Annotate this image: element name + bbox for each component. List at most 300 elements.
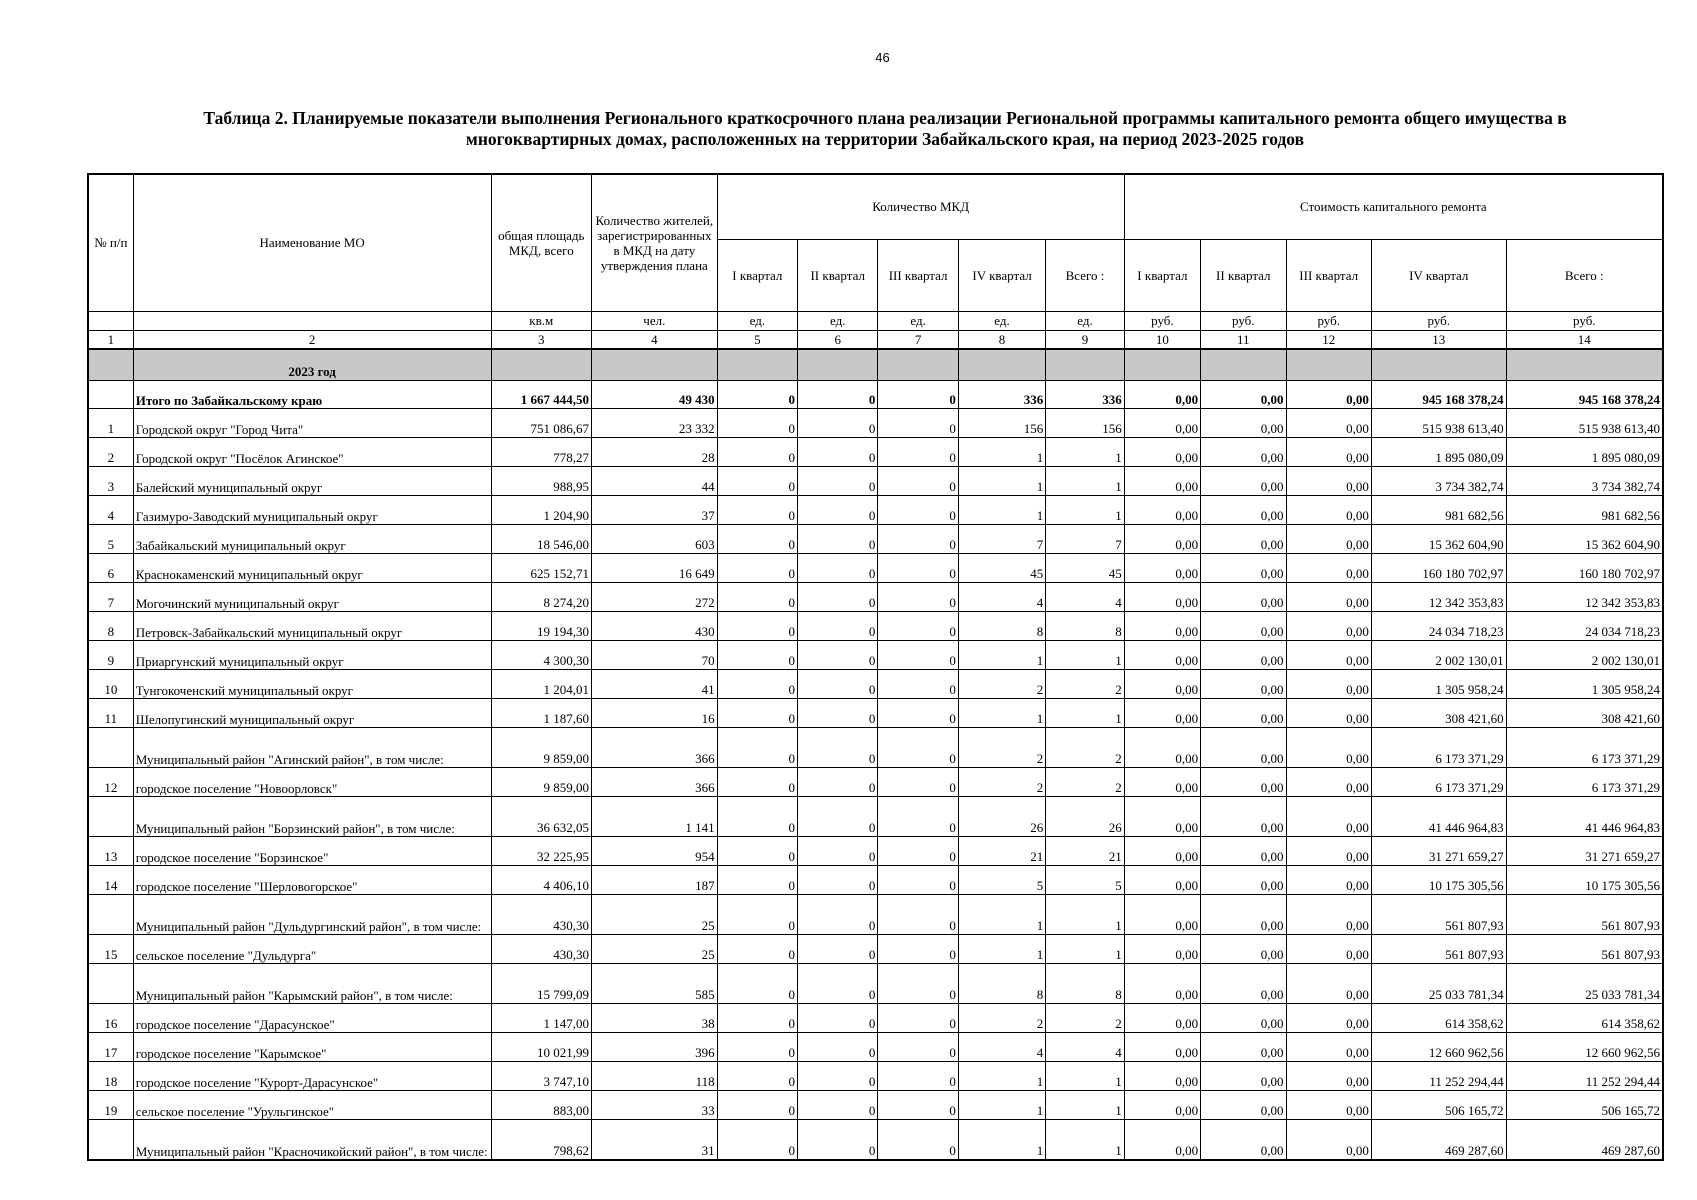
value-cell: 1: [958, 1090, 1045, 1119]
value-cell: 0: [798, 934, 878, 963]
row-number: 5: [88, 524, 133, 553]
mo-name: Муниципальный район "Агинский район", в том числе:: [133, 727, 491, 767]
value-cell: 0,00: [1124, 408, 1200, 437]
value-cell: 1: [1046, 1061, 1124, 1090]
value-cell: 41: [592, 669, 718, 698]
value-cell: 0,00: [1286, 495, 1371, 524]
value-cell: 41 446 964,83: [1506, 796, 1663, 836]
value-cell: 0,00: [1201, 408, 1286, 437]
table-title: Таблица 2. Планируемые показатели выполнения Регионального краткосрочного плана реализации Региональной программы капитального ремонта общего имущества в многоквартирных домах, расположенных на территории Забайкальского края, на период 2023-2025 годов: [203, 108, 1567, 149]
row-number: 8: [88, 611, 133, 640]
value-cell: 469 287,60: [1371, 1119, 1506, 1160]
header-mkd-q3: III квартал: [878, 239, 958, 311]
value-cell: 614 358,62: [1371, 1003, 1506, 1032]
table-row: [88, 796, 1663, 836]
table-row: [88, 836, 1663, 865]
value-cell: 0,00: [1124, 466, 1200, 495]
row-number: 10: [88, 669, 133, 698]
value-cell: 0: [717, 865, 797, 894]
value-cell: 1: [1046, 698, 1124, 727]
mo-name: Муниципальный район "Борзинский район", в том числе:: [133, 796, 491, 836]
value-cell: 1: [1046, 437, 1124, 466]
value-cell: 156: [1046, 408, 1124, 437]
value-cell: 0,00: [1286, 408, 1371, 437]
mo-name: Тунгокоченский муниципальный округ: [133, 669, 491, 698]
value-cell: 0: [798, 1119, 878, 1160]
value-cell: 0,00: [1201, 437, 1286, 466]
value-cell: 3 734 382,74: [1506, 466, 1663, 495]
value-cell: 1: [958, 1061, 1045, 1090]
value-cell: 4: [958, 1032, 1045, 1061]
value-cell: 430,30: [491, 934, 592, 963]
value-cell: 0: [878, 408, 958, 437]
value-cell: 0: [798, 437, 878, 466]
value-cell: 0,00: [1286, 553, 1371, 582]
value-cell: 0,00: [1286, 524, 1371, 553]
value-cell: 0,00: [1201, 698, 1286, 727]
value-cell: 5: [958, 865, 1045, 894]
value-cell: 2: [1046, 727, 1124, 767]
value-cell: 38: [592, 1003, 718, 1032]
mo-name: сельское поселение "Дульдурга": [133, 934, 491, 963]
value-cell: 308 421,60: [1506, 698, 1663, 727]
value-cell: 5: [1046, 865, 1124, 894]
value-cell: 0: [717, 796, 797, 836]
value-cell: 272: [592, 582, 718, 611]
mo-name: Муниципальный район "Карымский район", в том числе:: [133, 963, 491, 1003]
header-mkd-q2: II квартал: [798, 239, 878, 311]
value-cell: 156: [958, 408, 1045, 437]
table-row: [88, 894, 1663, 934]
col-number: 6: [798, 330, 878, 349]
row-number: 7: [88, 582, 133, 611]
value-cell: 0,00: [1124, 1119, 1200, 1160]
value-cell: 0,00: [1201, 963, 1286, 1003]
value-cell: 9 859,00: [491, 767, 592, 796]
mo-name: городское поселение "Борзинское": [133, 836, 491, 865]
value-cell: 4: [958, 582, 1045, 611]
value-cell: 11 252 294,44: [1371, 1061, 1506, 1090]
value-cell: 0: [717, 611, 797, 640]
value-cell: 0,00: [1124, 380, 1200, 408]
value-cell: 0: [717, 1003, 797, 1032]
mo-name: Городской округ "Город Чита": [133, 408, 491, 437]
value-cell: 0: [798, 553, 878, 582]
value-cell: 3 734 382,74: [1371, 466, 1506, 495]
value-cell: 0: [798, 767, 878, 796]
value-cell: 8: [1046, 611, 1124, 640]
value-cell: 0,00: [1201, 1003, 1286, 1032]
value-cell: 1: [1046, 894, 1124, 934]
mo-name: Балейский муниципальный округ: [133, 466, 491, 495]
value-cell: 8: [958, 611, 1045, 640]
value-cell: 0: [798, 495, 878, 524]
col-number: 7: [878, 330, 958, 349]
value-cell: 0: [798, 380, 878, 408]
value-cell: 0: [717, 553, 797, 582]
value-cell: 28: [592, 437, 718, 466]
value-cell: 0: [717, 437, 797, 466]
value-cell: 0: [717, 698, 797, 727]
mo-name: Могочинский муниципальный округ: [133, 582, 491, 611]
value-cell: 0,00: [1124, 934, 1200, 963]
total-row: [88, 380, 1663, 408]
value-cell: 561 807,93: [1506, 894, 1663, 934]
col-number: 11: [1201, 330, 1286, 349]
value-cell: 4: [1046, 1032, 1124, 1061]
header-mkd-total: Всего :: [1046, 239, 1124, 311]
value-cell: 45: [958, 553, 1045, 582]
value-cell: 0,00: [1286, 1032, 1371, 1061]
unit-cell: руб.: [1201, 311, 1286, 330]
value-cell: 0: [878, 865, 958, 894]
mo-name: Петровск-Забайкальский муниципальный округ: [133, 611, 491, 640]
value-cell: 0: [717, 495, 797, 524]
value-cell: 26: [1046, 796, 1124, 836]
value-cell: 49 430: [592, 380, 718, 408]
unit-cell: руб.: [1286, 311, 1371, 330]
value-cell: 0,00: [1286, 640, 1371, 669]
value-cell: 9 859,00: [491, 727, 592, 767]
value-cell: 31 271 659,27: [1371, 836, 1506, 865]
unit-cell: ед.: [798, 311, 878, 330]
col-number: 4: [592, 330, 718, 349]
mo-name: городское поселение "Карымское": [133, 1032, 491, 1061]
table-row: [88, 865, 1663, 894]
header-area: общая площадь МКД, всего: [491, 174, 592, 311]
col-number: 12: [1286, 330, 1371, 349]
value-cell: 0: [878, 698, 958, 727]
value-cell: 981 682,56: [1506, 495, 1663, 524]
value-cell: 883,00: [491, 1090, 592, 1119]
value-cell: 0: [878, 1119, 958, 1160]
mo-name: Краснокаменский муниципальный округ: [133, 553, 491, 582]
header-cost: Стоимость капитального ремонта: [1124, 174, 1663, 239]
value-cell: 1 895 080,09: [1506, 437, 1663, 466]
value-cell: 0,00: [1201, 1061, 1286, 1090]
header-cost-q4: IV квартал: [1371, 239, 1506, 311]
value-cell: 0,00: [1201, 669, 1286, 698]
value-cell: 0,00: [1286, 698, 1371, 727]
value-cell: 0,00: [1124, 796, 1200, 836]
value-cell: 6 173 371,29: [1371, 767, 1506, 796]
value-cell: 0,00: [1201, 524, 1286, 553]
value-cell: 1: [1046, 640, 1124, 669]
value-cell: 981 682,56: [1371, 495, 1506, 524]
units-row: [88, 311, 1663, 330]
value-cell: 10 175 305,56: [1506, 865, 1663, 894]
value-cell: 0: [798, 582, 878, 611]
value-cell: 0,00: [1286, 1119, 1371, 1160]
mo-name: Городской округ "Посёлок Агинское": [133, 437, 491, 466]
row-number: 16: [88, 1003, 133, 1032]
header-no: № п/п: [88, 174, 133, 311]
col-number: 5: [717, 330, 797, 349]
value-cell: 41 446 964,83: [1371, 796, 1506, 836]
value-cell: 0: [878, 1090, 958, 1119]
mo-name: городское поселение "Шерловогорское": [133, 865, 491, 894]
value-cell: 0: [798, 894, 878, 934]
unit-cell: руб.: [1371, 311, 1506, 330]
value-cell: 0,00: [1124, 865, 1200, 894]
row-number: [88, 894, 133, 934]
value-cell: 0: [717, 640, 797, 669]
mo-name: Шелопугинский муниципальный округ: [133, 698, 491, 727]
value-cell: 0: [878, 1003, 958, 1032]
value-cell: 0,00: [1124, 611, 1200, 640]
table-row: [88, 611, 1663, 640]
value-cell: 0,00: [1201, 611, 1286, 640]
value-cell: 0: [798, 1032, 878, 1061]
col-number: 1: [88, 330, 133, 349]
value-cell: 1: [1046, 934, 1124, 963]
value-cell: 4 406,10: [491, 865, 592, 894]
table-row: [88, 408, 1663, 437]
header-mkd-q4: IV квартал: [958, 239, 1045, 311]
value-cell: 0: [878, 669, 958, 698]
value-cell: 1 141: [592, 796, 718, 836]
value-cell: 625 152,71: [491, 553, 592, 582]
value-cell: 945 168 378,24: [1506, 380, 1663, 408]
value-cell: 0,00: [1201, 836, 1286, 865]
value-cell: 15 362 604,90: [1506, 524, 1663, 553]
value-cell: 0: [717, 524, 797, 553]
value-cell: 1: [1046, 495, 1124, 524]
mo-name: Муниципальный район "Красночикойский район", в том числе:: [133, 1119, 491, 1160]
value-cell: 0: [798, 1061, 878, 1090]
value-cell: 12 342 353,83: [1371, 582, 1506, 611]
value-cell: 366: [592, 767, 718, 796]
value-cell: 430: [592, 611, 718, 640]
value-cell: 3 747,10: [491, 1061, 592, 1090]
unit-cell: ед.: [878, 311, 958, 330]
table-row: [88, 437, 1663, 466]
value-cell: 561 807,93: [1371, 894, 1506, 934]
value-cell: 0: [878, 1061, 958, 1090]
value-cell: 0,00: [1201, 553, 1286, 582]
value-cell: 0,00: [1286, 836, 1371, 865]
row-number: [88, 796, 133, 836]
value-cell: 1: [1046, 1090, 1124, 1119]
col-number: 9: [1046, 330, 1124, 349]
value-cell: 8 274,20: [491, 582, 592, 611]
value-cell: 0,00: [1201, 934, 1286, 963]
value-cell: 1: [958, 495, 1045, 524]
value-cell: 10 021,99: [491, 1032, 592, 1061]
row-number: [88, 963, 133, 1003]
row-number: 2: [88, 437, 133, 466]
value-cell: 1 895 080,09: [1371, 437, 1506, 466]
value-cell: 0: [717, 727, 797, 767]
value-cell: 1: [958, 894, 1045, 934]
table-row: [88, 1003, 1663, 1032]
value-cell: 1 204,01: [491, 669, 592, 698]
col-number: 13: [1371, 330, 1506, 349]
value-cell: 945 168 378,24: [1371, 380, 1506, 408]
row-number: 15: [88, 934, 133, 963]
value-cell: 778,27: [491, 437, 592, 466]
value-cell: 31 271 659,27: [1506, 836, 1663, 865]
value-cell: 0: [798, 865, 878, 894]
value-cell: 2 002 130,01: [1371, 640, 1506, 669]
mo-name: городское поселение "Дарасунское": [133, 1003, 491, 1032]
value-cell: 2: [958, 669, 1045, 698]
unit-cell: чел.: [592, 311, 718, 330]
year-row: [88, 349, 1663, 381]
mo-name: сельское поселение "Урульгинское": [133, 1090, 491, 1119]
mo-name: Приаргунский муниципальный округ: [133, 640, 491, 669]
table-body: [88, 311, 1663, 1160]
value-cell: 798,62: [491, 1119, 592, 1160]
value-cell: 0: [878, 796, 958, 836]
value-cell: 0,00: [1124, 698, 1200, 727]
value-cell: 160 180 702,97: [1506, 553, 1663, 582]
value-cell: 0,00: [1124, 894, 1200, 934]
value-cell: 44: [592, 466, 718, 495]
value-cell: 430,30: [491, 894, 592, 934]
value-cell: 0: [878, 553, 958, 582]
value-cell: 0,00: [1124, 963, 1200, 1003]
header-residents: Количество жителей, зарегистрированных в МКД на дату утверждения плана: [592, 174, 718, 311]
value-cell: 7: [1046, 524, 1124, 553]
value-cell: 0: [798, 836, 878, 865]
value-cell: 308 421,60: [1371, 698, 1506, 727]
col-number: 8: [958, 330, 1045, 349]
table-row: [88, 524, 1663, 553]
value-cell: 1 667 444,50: [491, 380, 592, 408]
value-cell: 0,00: [1124, 727, 1200, 767]
value-cell: 25: [592, 934, 718, 963]
row-number: 19: [88, 1090, 133, 1119]
value-cell: 1: [958, 1119, 1045, 1160]
value-cell: 0: [798, 611, 878, 640]
col-number: 10: [1124, 330, 1200, 349]
col-number: 2: [133, 330, 491, 349]
value-cell: 0,00: [1201, 640, 1286, 669]
value-cell: 45: [1046, 553, 1124, 582]
value-cell: 0: [878, 963, 958, 1003]
unit-cell: ед.: [958, 311, 1045, 330]
value-cell: 21: [958, 836, 1045, 865]
value-cell: 0: [717, 836, 797, 865]
unit-cell: кв.м: [491, 311, 592, 330]
table-row: [88, 1061, 1663, 1090]
value-cell: 0,00: [1124, 669, 1200, 698]
value-cell: 0: [798, 524, 878, 553]
value-cell: 0: [798, 698, 878, 727]
value-cell: 6 173 371,29: [1506, 767, 1663, 796]
value-cell: 0: [878, 934, 958, 963]
value-cell: 954: [592, 836, 718, 865]
value-cell: 1 187,60: [491, 698, 592, 727]
page-number: 46: [875, 50, 890, 65]
header-cost-total: Всего :: [1506, 239, 1663, 311]
row-number: [88, 1119, 133, 1160]
value-cell: 0: [878, 582, 958, 611]
value-cell: 0,00: [1286, 582, 1371, 611]
value-cell: 1 305 958,24: [1371, 669, 1506, 698]
column-number-row: [88, 330, 1663, 349]
value-cell: 469 287,60: [1506, 1119, 1663, 1160]
row-number: 4: [88, 495, 133, 524]
value-cell: 1: [958, 934, 1045, 963]
unit-cell: руб.: [1506, 311, 1663, 330]
value-cell: 25 033 781,34: [1371, 963, 1506, 1003]
value-cell: 2: [958, 727, 1045, 767]
value-cell: 0,00: [1201, 1090, 1286, 1119]
value-cell: 0,00: [1286, 767, 1371, 796]
value-cell: 0,00: [1124, 437, 1200, 466]
value-cell: 18 546,00: [491, 524, 592, 553]
value-cell: 0,00: [1201, 727, 1286, 767]
value-cell: 16 649: [592, 553, 718, 582]
value-cell: 19 194,30: [491, 611, 592, 640]
value-cell: 0: [717, 669, 797, 698]
header-cost-q3: III квартал: [1286, 239, 1371, 311]
value-cell: 0: [717, 1090, 797, 1119]
value-cell: 25 033 781,34: [1506, 963, 1663, 1003]
value-cell: 0: [878, 495, 958, 524]
table-row: [88, 767, 1663, 796]
table-row: [88, 934, 1663, 963]
value-cell: 506 165,72: [1371, 1090, 1506, 1119]
value-cell: 0: [878, 466, 958, 495]
value-cell: 0,00: [1201, 582, 1286, 611]
col-number: 3: [491, 330, 592, 349]
table-row: [88, 698, 1663, 727]
header-name: Наименование МО: [133, 174, 491, 311]
mo-name: Забайкальский муниципальный округ: [133, 524, 491, 553]
header-cost-q2: II квартал: [1201, 239, 1286, 311]
value-cell: 0: [717, 582, 797, 611]
value-cell: 0,00: [1124, 495, 1200, 524]
value-cell: 2: [1046, 767, 1124, 796]
value-cell: 0: [717, 380, 797, 408]
table-row: [88, 1090, 1663, 1119]
value-cell: 15 799,09: [491, 963, 592, 1003]
value-cell: 23 332: [592, 408, 718, 437]
value-cell: 0,00: [1201, 1032, 1286, 1061]
value-cell: 366: [592, 727, 718, 767]
value-cell: 24 034 718,23: [1371, 611, 1506, 640]
value-cell: 0,00: [1286, 865, 1371, 894]
value-cell: 8: [1046, 963, 1124, 1003]
value-cell: 6 173 371,29: [1371, 727, 1506, 767]
value-cell: 187: [592, 865, 718, 894]
row-number: 14: [88, 865, 133, 894]
value-cell: 506 165,72: [1506, 1090, 1663, 1119]
year-label: 2023 год: [133, 349, 491, 381]
value-cell: 0,00: [1124, 582, 1200, 611]
row-number: 13: [88, 836, 133, 865]
value-cell: 0: [717, 894, 797, 934]
value-cell: 0,00: [1201, 466, 1286, 495]
unit-cell: руб.: [1124, 311, 1200, 330]
value-cell: 0,00: [1286, 611, 1371, 640]
value-cell: 515 938 613,40: [1371, 408, 1506, 437]
value-cell: 0,00: [1124, 836, 1200, 865]
value-cell: 0,00: [1201, 894, 1286, 934]
value-cell: 0,00: [1201, 1119, 1286, 1160]
table-row: [88, 640, 1663, 669]
value-cell: 0: [878, 894, 958, 934]
value-cell: 0: [798, 796, 878, 836]
value-cell: 0,00: [1286, 380, 1371, 408]
value-cell: 336: [1046, 380, 1124, 408]
value-cell: 988,95: [491, 466, 592, 495]
value-cell: 561 807,93: [1371, 934, 1506, 963]
value-cell: 1 147,00: [491, 1003, 592, 1032]
